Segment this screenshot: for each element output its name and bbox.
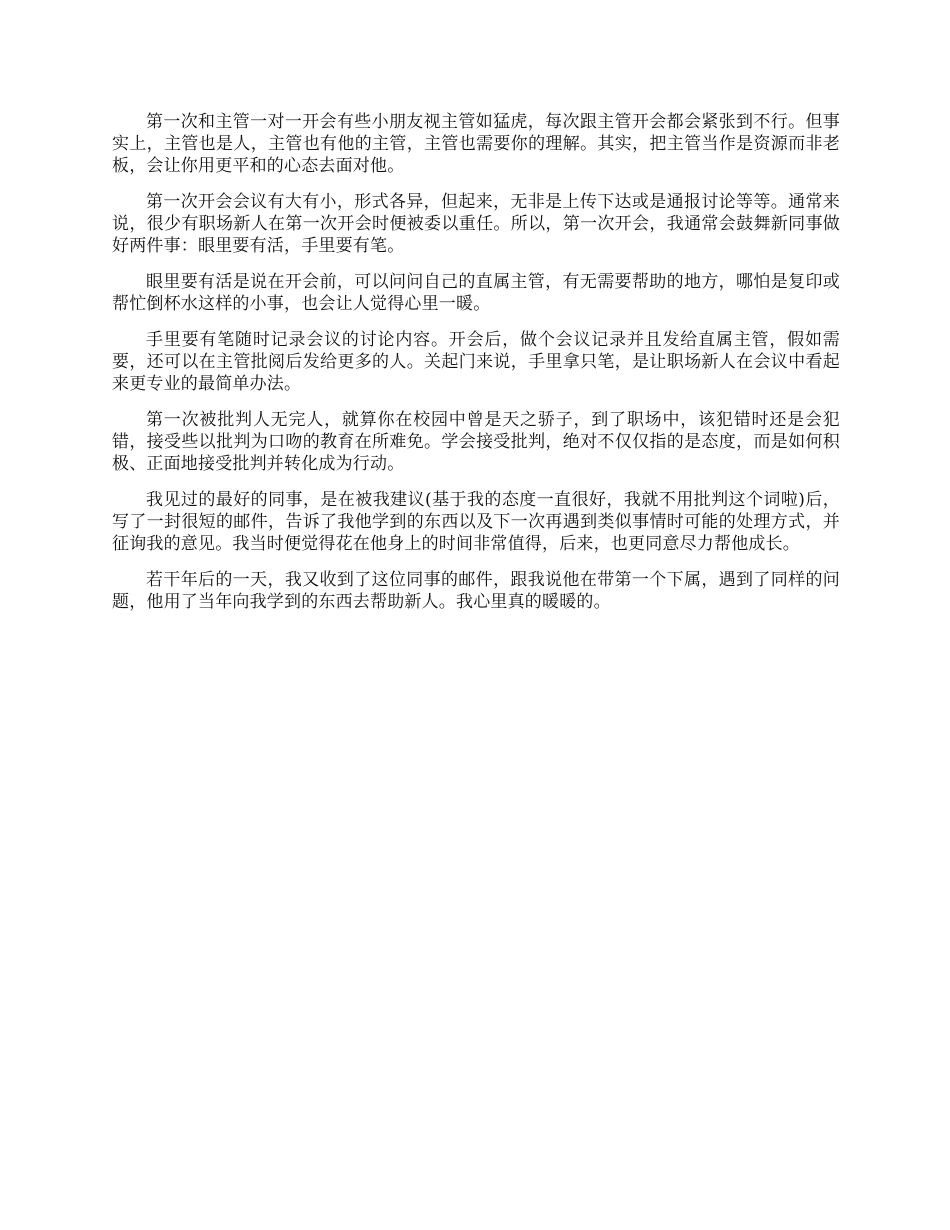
paragraph: 手里要有笔随时记录会议的讨论内容。开会后，做个会议记录并且发给直属主管，假如需要，还可以在主管批阅后发给更多的人。关起门来说，手里拿只笔，是让职场新人在会议中看起来更专业的最简单办法。 (112, 330, 840, 394)
paragraph: 第一次和主管一对一开会有些小朋友视主管如猛虎，每次跟主管开会都会紧张到不行。但事实上，主管也是人，主管也有他的主管，主管也需要你的理解。其实，把主管当作是资源而非老板，会让你用更平和的心态去面对他。 (112, 112, 840, 176)
paragraph: 若干年后的一天，我又收到了这位同事的邮件，跟我说他在带第一个下属，遇到了同样的问题，他用了当年向我学到的东西去帮助新人。我心里真的暖暖的。 (112, 570, 840, 612)
paragraph: 眼里要有活是说在开会前，可以问问自己的直属主管，有无需要帮助的地方，哪怕是复印或帮忙倒杯水这样的小事，也会让人觉得心里一暖。 (112, 272, 840, 314)
document-body (112, 111, 840, 627)
paragraph: 第一次开会会议有大有小，形式各异，但起来，无非是上传下达或是通报讨论等等。通常来说，很少有职场新人在第一次开会时便被委以重任。所以，第一次开会，我通常会鼓舞新同事做好两件事：眼里要有活，手里要有笔。 (112, 192, 840, 256)
paragraph: 第一次被批判人无完人，就算你在校园中曾是天之骄子，到了职场中，该犯错时还是会犯错，接受些以批判为口吻的教育在所难免。学会接受批判，绝对不仅仅指的是态度，而是如何积极、正面地接受批判并转化成为行动。 (112, 410, 840, 474)
paragraph: 我见过的最好的同事，是在被我建议(基于我的态度一直很好，我就不用批判这个词啦)后，写了一封很短的邮件，告诉了我他学到的东西以及下一次再遇到类似事情时可能的处理方式，并征询我的意见。我当时便觉得花在他身上的时间非常值得，后来，也更同意尽力帮他成长。 (112, 490, 840, 554)
